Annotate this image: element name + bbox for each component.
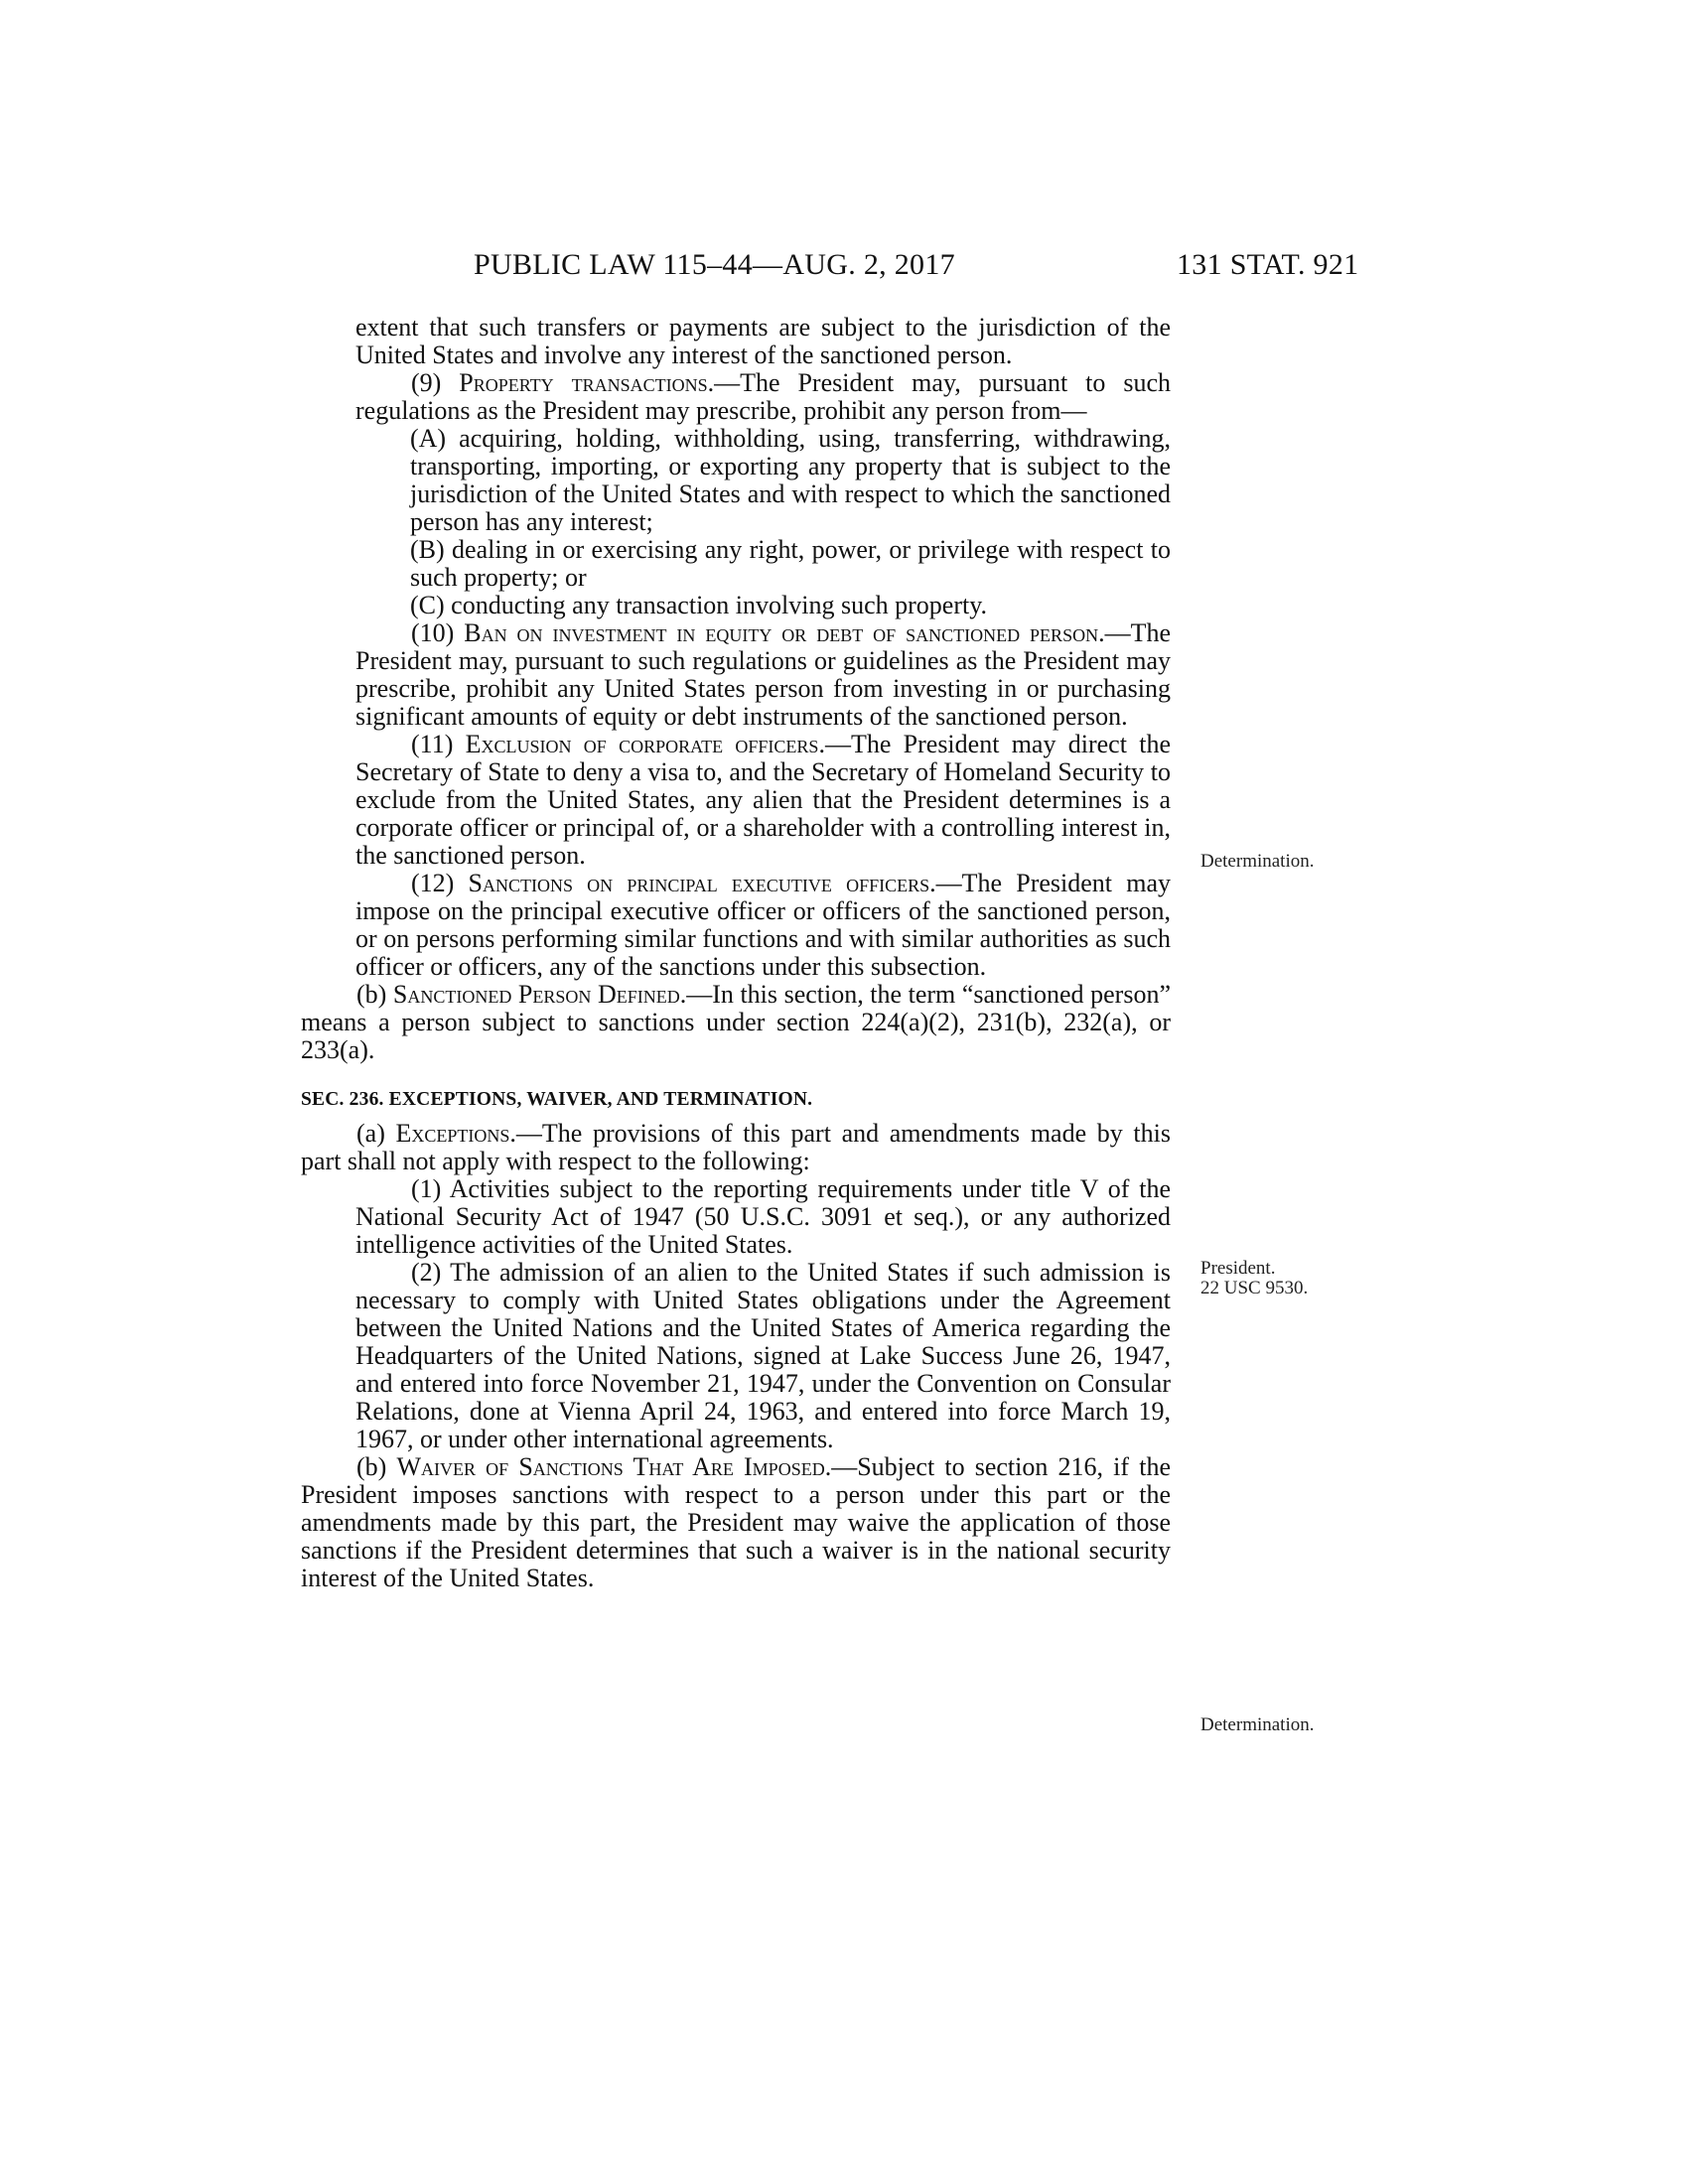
margin-note-usc-citation: 22 USC 9530. [1200,1278,1309,1298]
subsection-b-heading: Sanctioned Person Defined [392,980,680,1009]
statute-text [301,314,1171,1592]
paragraph-11: (11) Exclusion of corporate officers.—The President may direct the Secretary of State to deny a visa to, and the Secretary of Homeland Security to exclude from the United States, any alien that the President determines is a corporate officer or principal of, or a shareholder with a controlling interest in, the sanctioned person. [355,730,1171,870]
paragraph-10: (10) Ban on investment in equity or debt of sanctioned person.—The President may, pursuant to such regulations or guidelines as the President may prescribe, prohibit any United States person from investing in or purchasing significant amounts of equity or debt instruments of the sanctioned person. [355,618,1171,731]
running-header-title: PUBLIC LAW 115–44—AUG. 2, 2017 [474,248,955,281]
subparagraph-9A: (A) acquiring, holding, withholding, using, transferring, withdrawing, transporting, importing, or exporting any property that is subject to the jurisdiction of the United States and with respect to which the sanctioned person has any interest; [410,424,1171,536]
exception-paragraph-1: (1) Activities subject to the reporting requirements under title V of the National Security Act of 1947 (50 U.S.C. 3091 et seq.), or any authorized intelligence activities of the United States. [355,1174,1171,1259]
paragraph-12-heading: Sanctions on principal executive officers [468,869,930,897]
paragraph-9: (9) Property transactions.—The President may, pursuant to such regulations as the President may prescribe, prohibit any person from— [355,368,1171,425]
exception-paragraph-2: (2) The admission of an alien to the United States if such admission is necessary to comply with United States obligations under the Agreement between the United Nations and the United States of America regarding the Headquarters of the United Nations, signed at Lake Success June 26, 1947, and entered into force November 21, 1947, under the Convention on Consular Relations, done at Vienna April 24, 1963, and entered into force March 19, 1967, or under other international agreements. [355,1258,1171,1453]
margin-note-determination-1: Determination. [1200,851,1315,872]
subsection-b-waiver: (b) Waiver of Sanctions That Are Imposed.—Subject to section 216, if the President imposes sanctions with respect to a person under this part or the amendments made by this part, the President may waive the application of those sanctions if the President determines that such a waiver is in the national security interest of the United States. [301,1452,1171,1592]
subsection-b-definition: (b) Sanctioned Person Defined.—In this section, the term “sanctioned person” means a person subject to sanctions under section 224(a)(2), 231(b), 232(a), or 233(a). [301,980,1171,1064]
subsection-a-exceptions: (a) Exceptions.—The provisions of this part and amendments made by this part shall not apply with respect to the following: [301,1119,1171,1175]
subsection-a-heading: Exceptions [395,1119,510,1148]
subsection-b-waiver-heading: Waiver of Sanctions That Are Imposed [396,1452,825,1481]
paragraph-12: (12) Sanctions on principal executive officers.—The President may impose on the principal executive officer or officers of the sanctioned person, or on persons performing similar functions and with similar authorities as such officer or officers, any of the sanctions under this subsection. [355,869,1171,981]
margin-note-president: President. [1200,1258,1276,1279]
subparagraph-9B: (B) dealing in or exercising any right, power, or privilege with respect to such property; or [410,535,1171,592]
margin-note-determination-2: Determination. [1200,1714,1315,1735]
paragraph-10-heading: Ban on investment in equity or debt of sanctioned person [464,618,1099,647]
continued-paragraph: extent that such transfers or payments are subject to the jurisdiction of the United States and involve any interest of the sanctioned person. [355,313,1171,369]
running-header-page-reference: 131 STAT. 921 [1177,248,1359,281]
section-236-heading: SEC. 236. EXCEPTIONS, WAIVER, AND TERMINATION. [301,1089,813,1110]
paragraph-11-heading: Exclusion of corporate officers [465,730,819,758]
paragraph-9-heading: Property transactions [459,368,708,397]
subparagraph-9C: (C) conducting any transaction involving such property. [410,591,988,619]
